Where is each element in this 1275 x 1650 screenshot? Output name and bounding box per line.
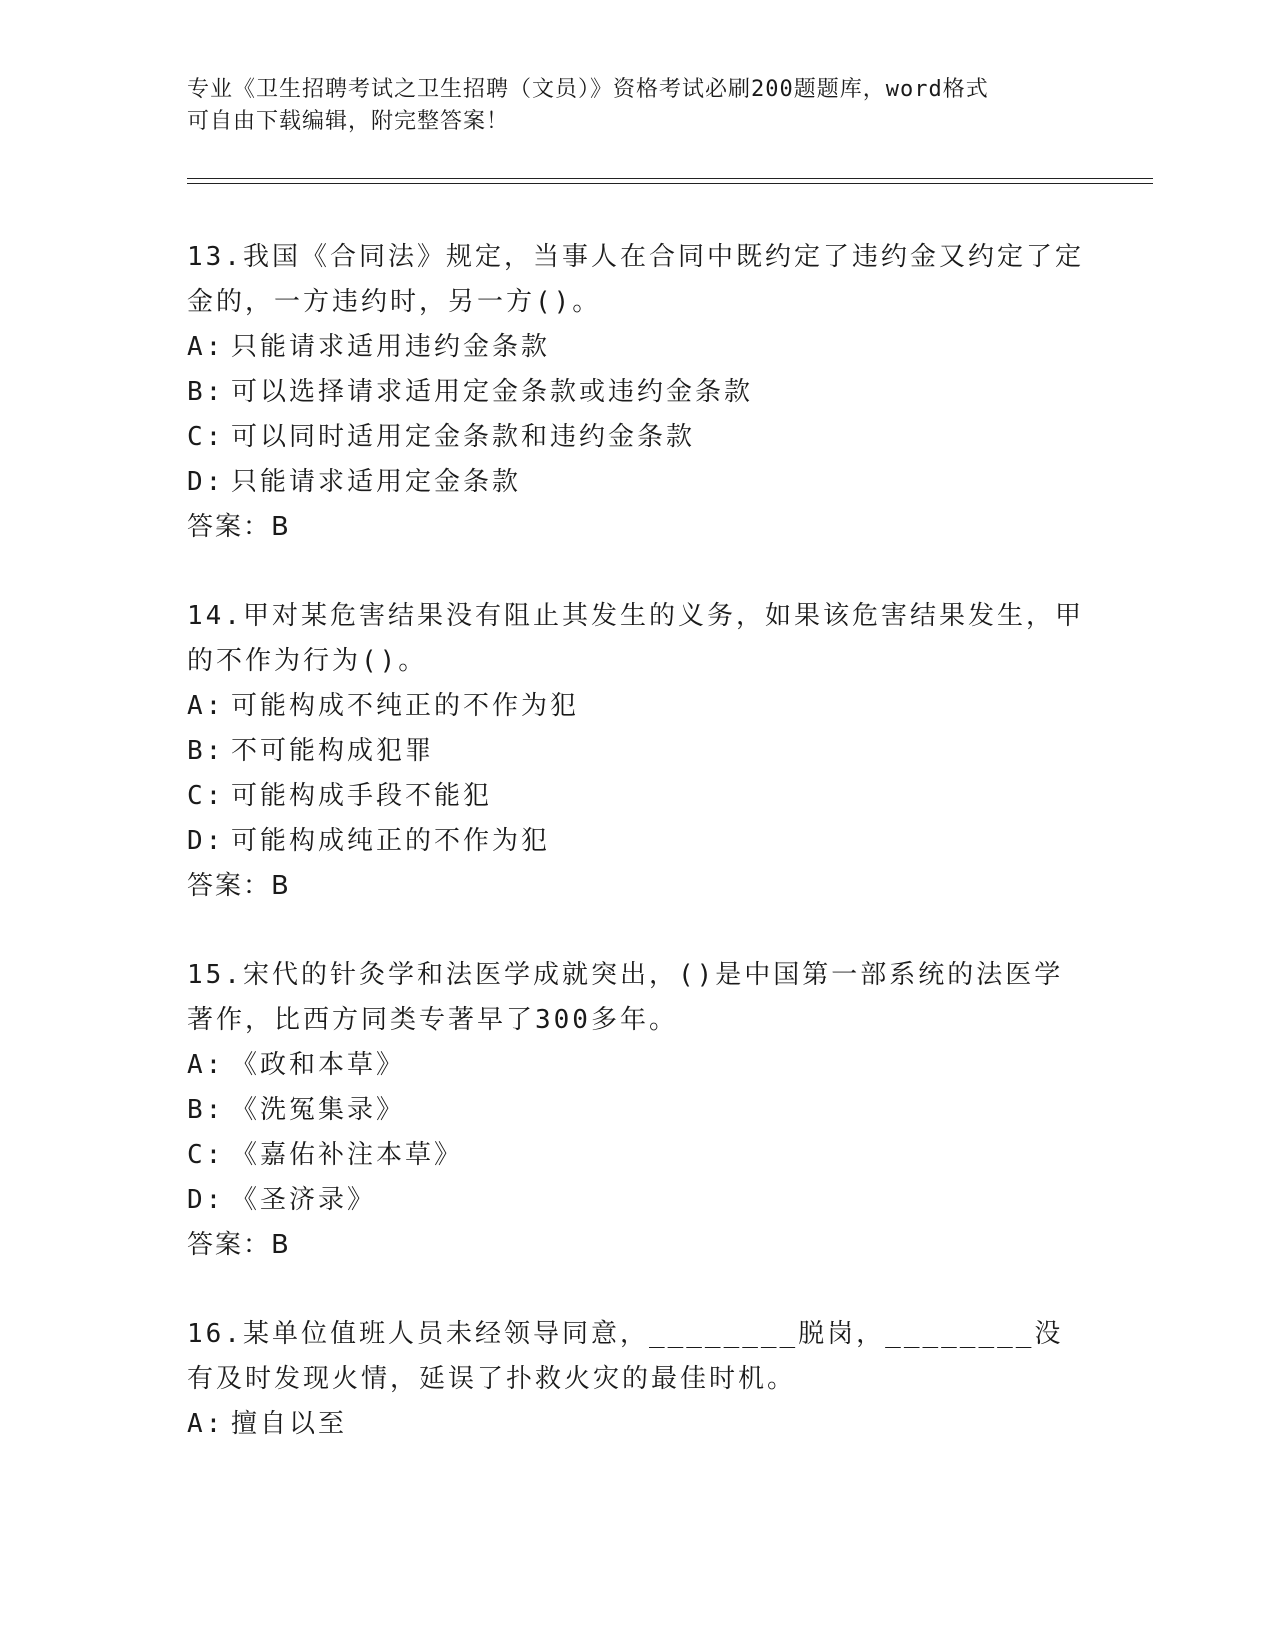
option-c [187,1133,1087,1178]
option-text: 可能构成不纯正的不作为犯 [231,691,580,721]
option-b [187,370,1087,415]
option-key: A: [187,691,225,721]
question-list [187,235,1087,1491]
option-key: C: [187,1140,225,1170]
question-stem: 13.我国《合同法》规定，当事人在合同中既约定了违约金又约定了定金的，一方违约时，另一方()。 [187,242,1084,317]
option-key: A: [187,1050,225,1080]
option-key: D: [187,1185,225,1215]
option-d [187,1178,1087,1223]
option-key: A: [187,1409,225,1439]
question-13 [187,235,1087,550]
option-key: D: [187,467,225,497]
question-15 [187,953,1087,1268]
option-a [187,1402,1087,1447]
option-key: C: [187,781,225,811]
header-divider [187,178,1153,184]
option-text: 只能请求适用违约金条款 [231,332,551,362]
answer-line: 答案：B [187,871,291,901]
option-b [187,1088,1087,1133]
option-a [187,1043,1087,1088]
option-c [187,774,1087,819]
header-line-1: 专业《卫生招聘考试之卫生招聘（文员）》资格考试必刷200题题库，word格式 [187,77,989,102]
option-text: 不可能构成犯罪 [231,736,435,766]
option-key: B: [187,736,225,766]
option-text: 可以同时适用定金条款和违约金条款 [231,422,696,452]
answer-line: 答案：B [187,1230,291,1260]
option-text: 《嘉佑补注本草》 [231,1140,464,1170]
option-text: 可以选择请求适用定金条款或违约金条款 [231,377,754,407]
option-c [187,415,1087,460]
option-text: 可能构成手段不能犯 [231,781,493,811]
question-stem: 16.某单位值班人员未经领导同意，________脱岗，________没有及时发现火情，延误了扑救火灾的最佳时机。 [187,1319,1064,1394]
option-text: 《洗冤集录》 [231,1095,406,1125]
option-a [187,325,1087,370]
question-stem: 15.宋代的针灸学和法医学成就突出，()是中国第一部系统的法医学著作，比西方同类专著早了300多年。 [187,960,1064,1035]
document-header [187,74,1087,138]
option-key: B: [187,377,225,407]
option-text: 可能构成纯正的不作为犯 [231,826,551,856]
option-b [187,729,1087,774]
option-text: 只能请求适用定金条款 [231,467,522,497]
option-key: C: [187,422,225,452]
option-text: 擅自以至 [231,1409,348,1439]
option-text: 《圣济录》 [231,1185,377,1215]
answer-line: 答案：B [187,512,291,542]
question-stem: 14.甲对某危害结果没有阻止其发生的义务，如果该危害结果发生，甲的不作为行为()。 [187,601,1084,676]
option-key: D: [187,826,225,856]
option-key: A: [187,332,225,362]
option-d [187,819,1087,864]
header-line-2: 可自由下载编辑，附完整答案！ [187,109,510,134]
option-a [187,684,1087,729]
question-14 [187,594,1087,909]
option-d [187,460,1087,505]
option-key: B: [187,1095,225,1125]
option-text: 《政和本草》 [231,1050,406,1080]
question-16 [187,1312,1087,1447]
